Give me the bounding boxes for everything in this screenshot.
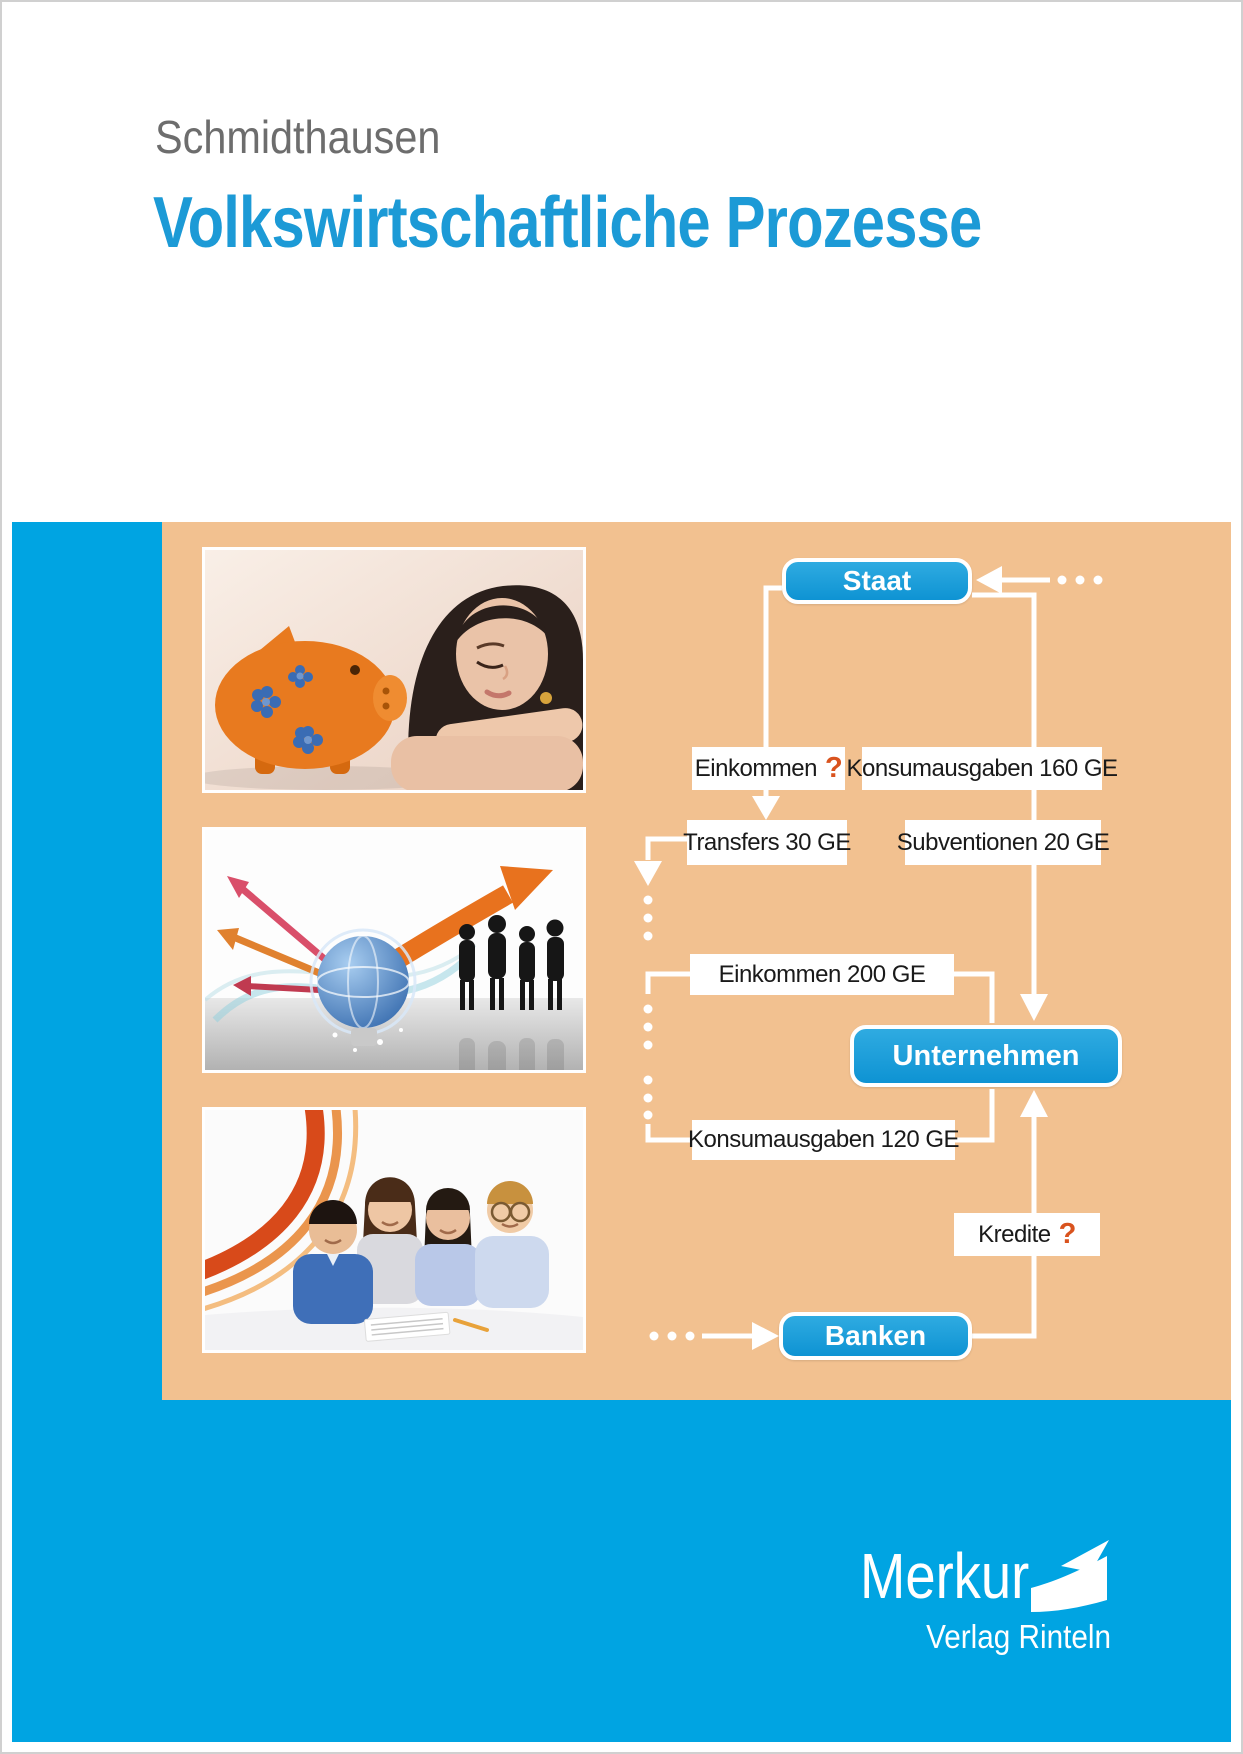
- label-subventionen-20: [896, 820, 1110, 865]
- node-staat: [782, 558, 972, 604]
- label-text: Transfers 30 GE: [683, 828, 851, 856]
- label-text: Konsumausgaben 120 GE: [687, 1126, 960, 1153]
- photo-arrows-globe: [202, 827, 586, 1073]
- photo-woman-piggy-bank: [202, 547, 586, 793]
- publisher-subtitle: Verlag Rinteln: [926, 1618, 1111, 1655]
- label-konsumausgaben-120: [687, 1120, 960, 1160]
- label-text: Einkommen 200 GE: [718, 960, 926, 988]
- node-unternehmen: [850, 1025, 1122, 1087]
- label-transfers-30: [683, 820, 851, 865]
- label-text: Einkommen: [694, 754, 817, 782]
- label-konsumausgaben-160: [846, 747, 1118, 790]
- node-label: Unternehmen: [892, 1039, 1080, 1072]
- label-einkommen-200: [690, 954, 954, 995]
- label-text: Kredite: [978, 1220, 1051, 1248]
- node-label: Staat: [842, 565, 912, 596]
- label-kredite-question: [954, 1213, 1100, 1256]
- label-einkommen-question: [692, 747, 845, 790]
- label-text: Konsumausgaben 160 GE: [846, 754, 1118, 782]
- arrows-globe-illustration: [205, 830, 583, 1070]
- question-mark: ?: [825, 752, 843, 784]
- piggy-bank-illustration: [205, 550, 583, 790]
- book-title: Volkswirtschaftliche Prozesse: [153, 183, 982, 263]
- students-illustration: [205, 1110, 583, 1350]
- publisher-name: Merkur: [860, 1540, 1030, 1612]
- label-text: Subventionen 20 GE: [896, 828, 1110, 856]
- node-label: Banken: [824, 1320, 927, 1351]
- question-mark: ?: [1058, 1218, 1076, 1250]
- photo-students-group: [202, 1107, 586, 1353]
- author-name: Schmidthausen: [155, 111, 441, 163]
- node-banken: [779, 1312, 972, 1360]
- merkur-book-icon: [1027, 1540, 1111, 1619]
